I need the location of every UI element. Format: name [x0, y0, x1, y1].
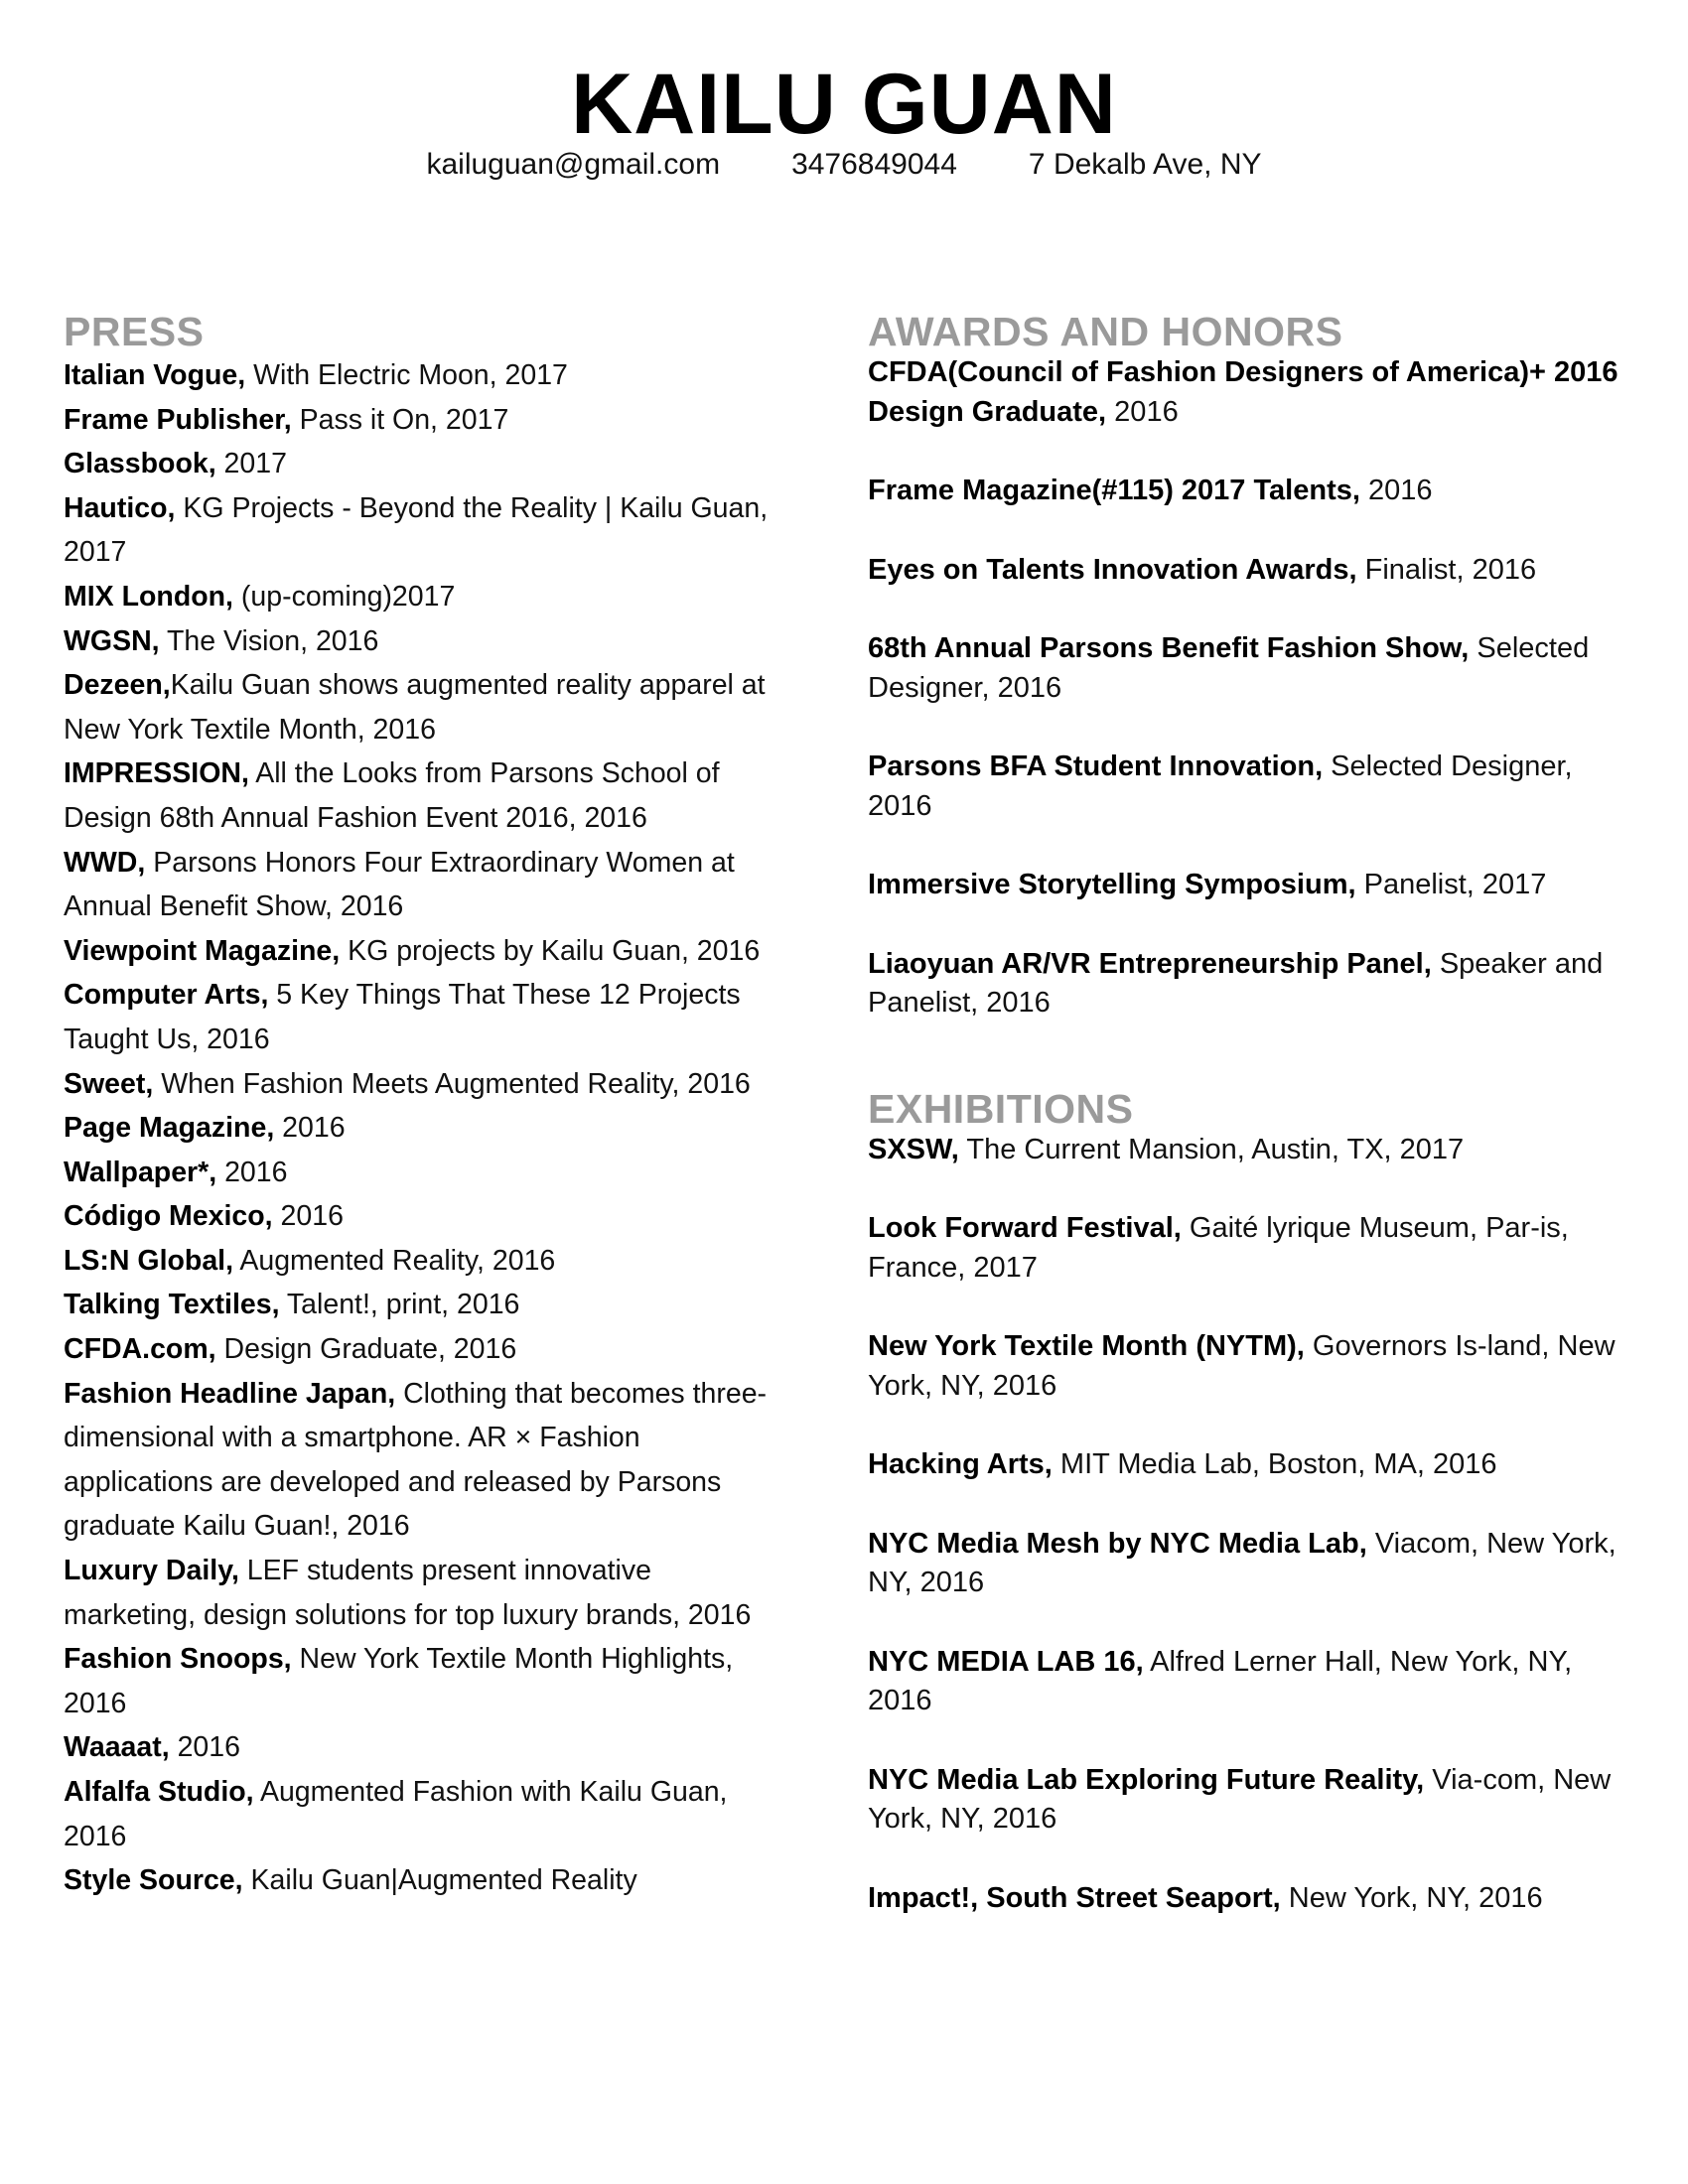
press-item: [64, 1372, 769, 1549]
exhibitions-heading: EXHIBITIONS: [868, 1085, 1134, 1132]
exhibition-item: [868, 1761, 1638, 1840]
press-item: [64, 751, 769, 840]
award-item-detail: Panelist, 2017: [1355, 869, 1547, 900]
press-item-detail: Kailu Guan shows augmented reality apparel at New York Textile Month, 2016: [64, 669, 766, 746]
press-item: [64, 1327, 769, 1372]
press-item-detail: 2017: [215, 448, 287, 480]
press-item: [64, 398, 769, 443]
exhibition-item-title: NYC Media Mesh by NYC Media Lab,: [868, 1527, 1367, 1560]
press-item-detail: Augmented Reality, 2016: [233, 1244, 556, 1277]
press-item-title: Page Magazine,: [64, 1112, 275, 1145]
press-item-title: CFDA.com,: [64, 1333, 216, 1366]
press-item-detail: When Fashion Meets Augmented Reality, 2016: [153, 1067, 751, 1100]
award-item-detail: 2016: [1359, 475, 1433, 506]
award-item: [868, 945, 1638, 1024]
press-item: [64, 442, 769, 486]
exhibition-item-title: NYC Media Lab Exploring Future Reality,: [868, 1763, 1425, 1796]
award-item-title: Parsons BFA Student Innovation,: [868, 751, 1324, 782]
press-item-detail: 2016: [272, 1200, 344, 1233]
award-item-detail: Selected Designer, 2016: [868, 751, 1573, 822]
award-item-detail: Finalist, 2016: [1356, 553, 1537, 586]
contact-line: [0, 147, 1688, 183]
award-item-detail: 2016: [1106, 395, 1179, 428]
exhibitions-section: [868, 1087, 1638, 1919]
exhibition-item-detail: Alfred Lerner Hall, New York, NY, 2016: [868, 1645, 1573, 1716]
press-item-title: Dezeen,: [64, 669, 171, 702]
press-item-title: Talking Textiles,: [64, 1289, 280, 1321]
press-column: [64, 310, 769, 1903]
press-item: [64, 1151, 769, 1195]
press-item: [64, 1858, 769, 1903]
exhibition-item-title: Impact!, South Street Seaport,: [868, 1881, 1281, 1914]
press-item-title: Glassbook,: [64, 448, 216, 480]
award-item-title: Frame Magazine(#115) 2017 Talents,: [868, 475, 1360, 506]
press-item: [64, 619, 769, 664]
award-item: [868, 866, 1638, 905]
press-list: [64, 353, 769, 1903]
email-text: kailuguan@gmail.com: [426, 148, 721, 181]
exhibition-item-title: Hacking Arts,: [868, 1448, 1053, 1480]
exhibition-item-title: SXSW,: [868, 1133, 959, 1165]
press-item-title: WWD,: [64, 846, 146, 879]
exhibition-item: [868, 1525, 1638, 1603]
resume-name: KAILU GUAN: [571, 57, 1117, 152]
exhibition-item-detail: Via-com, New York, NY, 2016: [868, 1763, 1612, 1835]
exhibition-item-detail: The Current Mansion, Austin, TX, 2017: [958, 1133, 1465, 1165]
press-item-title: Italian Vogue,: [64, 359, 246, 391]
press-item-title: Fashion Snoops,: [64, 1643, 292, 1676]
award-item: [868, 472, 1638, 511]
press-item-detail: Talent!, print, 2016: [279, 1289, 520, 1321]
press-item: [64, 1062, 769, 1107]
exhibition-item-detail: Governors Is-land, New York, NY, 2016: [868, 1330, 1616, 1402]
press-item-detail: With Electric Moon, 2017: [245, 359, 568, 391]
press-item-title: Wallpaper*,: [64, 1156, 217, 1188]
press-item-title: Waaaat,: [64, 1731, 170, 1764]
exhibition-item-title: Look Forward Festival,: [868, 1212, 1182, 1244]
press-item-detail: Clothing that becomes three-dimensional with a smartphone. AR × Fashion applications are developed and released by Parsons graduate Kailu Guan!, 2016: [64, 1377, 768, 1543]
press-item: [64, 973, 769, 1061]
press-item-detail: Design Graduate, 2016: [215, 1333, 517, 1366]
press-item-detail: LEF students present innovative marketing, design solutions for top luxury brands, 2016: [64, 1555, 752, 1631]
press-item-title: Alfalfa Studio,: [64, 1776, 254, 1808]
exhibition-item-title: New York Textile Month (NYTM),: [868, 1330, 1305, 1362]
award-item-title: Eyes on Talents Innovation Awards,: [868, 553, 1357, 586]
press-item: [64, 1239, 769, 1284]
press-item-title: Luxury Daily,: [64, 1555, 239, 1587]
awards-list: [868, 353, 1638, 1024]
press-item-detail: New York Textile Month Highlights, 2016: [64, 1643, 734, 1719]
award-item-detail: Selected Designer, 2016: [868, 632, 1590, 704]
awards-heading: AWARDS AND HONORS: [868, 309, 1343, 354]
press-item-detail: 2016: [274, 1112, 346, 1145]
exhibition-item-detail: New York, NY, 2016: [1280, 1881, 1543, 1914]
press-item-title: Style Source,: [64, 1864, 243, 1897]
exhibition-item-title: NYC MEDIA LAB 16,: [868, 1645, 1144, 1678]
address-text: 7 Dekalb Ave, NY: [1028, 148, 1262, 181]
phone-text: 3476849044: [791, 148, 957, 181]
award-item-detail: Speaker and Panelist, 2016: [868, 947, 1604, 1019]
press-item: [64, 486, 769, 575]
press-item-title: Computer Arts,: [64, 979, 269, 1012]
exhibition-item-detail: Viacom, New York, NY, 2016: [868, 1527, 1617, 1598]
award-item: [868, 353, 1638, 432]
exhibition-item-detail: Gaité lyrique Museum, Par-is, France, 2017: [868, 1212, 1569, 1284]
award-item-title: CFDA(Council of Fashion Designers of America)+ 2016 Design Graduate,: [868, 356, 1618, 428]
press-heading: PRESS: [64, 309, 205, 354]
exhibition-item: [868, 1643, 1638, 1721]
press-item-detail: 2016: [169, 1731, 240, 1764]
press-item-detail: Parsons Honors Four Extraordinary Women at Annual Benefit Show, 2016: [64, 846, 735, 923]
press-item-title: Frame Publisher,: [64, 403, 292, 436]
award-item: [868, 748, 1638, 826]
press-item-title: Código Mexico,: [64, 1200, 273, 1233]
press-item-detail: All the Looks from Parsons School of Design 68th Annual Fashion Event 2016, 2016: [64, 757, 720, 834]
exhibitions-list: [868, 1131, 1638, 1919]
press-item-detail: (up-coming)2017: [232, 580, 456, 613]
press-item: [64, 1637, 769, 1725]
press-item-detail: 5 Key Things That These 12 Projects Taught Us, 2016: [64, 979, 741, 1055]
press-item-title: Sweet,: [64, 1067, 154, 1100]
award-item-title: Liaoyuan AR/VR Entrepreneurship Panel,: [868, 947, 1432, 980]
exhibition-item: [868, 1327, 1638, 1406]
press-item: [64, 1106, 769, 1151]
press-item-title: Fashion Headline Japan,: [64, 1377, 396, 1410]
right-column: [868, 310, 1638, 1958]
press-item-title: Viewpoint Magazine,: [64, 934, 341, 967]
press-item-detail: KG projects by Kailu Guan, 2016: [340, 934, 761, 967]
press-item-title: MIX London,: [64, 580, 233, 613]
press-item: [64, 353, 769, 398]
exhibition-item: [868, 1209, 1638, 1288]
award-item-title: 68th Annual Parsons Benefit Fashion Show,: [868, 632, 1470, 664]
press-item: [64, 1549, 769, 1637]
press-item: [64, 1283, 769, 1327]
press-item-detail: KG Projects - Beyond the Reality | Kailu Guan, 2017: [64, 491, 769, 569]
exhibition-item: [868, 1879, 1638, 1919]
award-item-title: Immersive Storytelling Symposium,: [868, 869, 1356, 900]
press-item: [64, 575, 769, 619]
press-item: [64, 663, 769, 751]
press-item: [64, 1725, 769, 1770]
press-item-title: IMPRESSION,: [64, 757, 249, 790]
press-item: [64, 929, 769, 974]
press-item: [64, 841, 769, 929]
exhibition-item: [868, 1131, 1638, 1170]
press-item-detail: Kailu Guan|Augmented Reality: [242, 1864, 637, 1897]
award-item: [868, 629, 1638, 708]
press-item-detail: Pass it On, 2017: [291, 403, 509, 436]
press-item-detail: Augmented Fashion with Kailu Guan, 2016: [64, 1776, 728, 1852]
press-item-detail: The Vision, 2016: [159, 624, 379, 657]
press-item-title: WGSN,: [64, 624, 160, 657]
press-item: [64, 1770, 769, 1858]
press-item-title: Hautico,: [64, 491, 176, 524]
press-item-detail: 2016: [216, 1156, 288, 1188]
press-item: [64, 1194, 769, 1239]
exhibition-item: [868, 1445, 1638, 1485]
press-item-title: LS:N Global,: [64, 1244, 233, 1277]
exhibition-item-detail: MIT Media Lab, Boston, MA, 2016: [1052, 1448, 1497, 1480]
award-item: [868, 551, 1638, 591]
